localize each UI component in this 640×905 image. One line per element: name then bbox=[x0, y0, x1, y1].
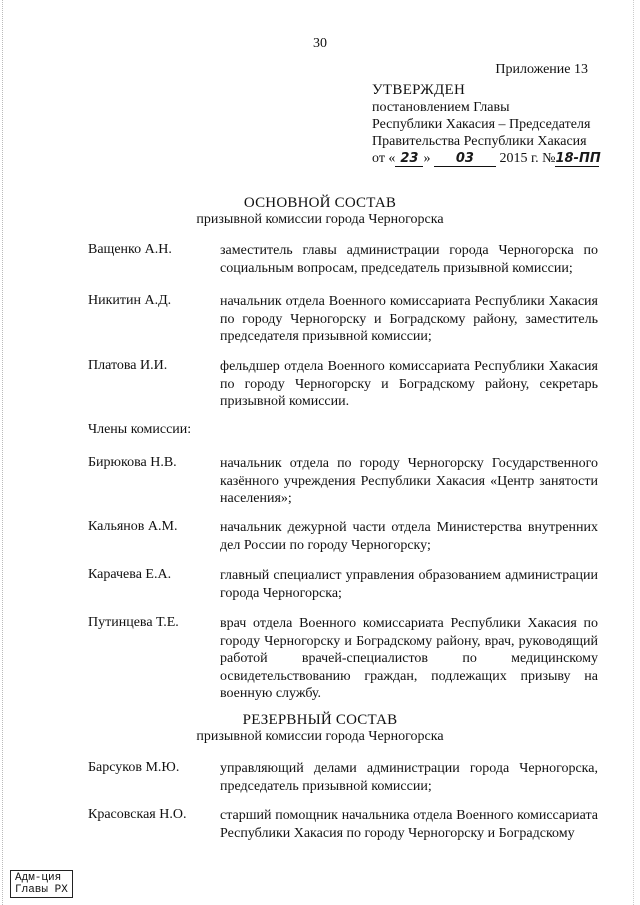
member-name: Бирюкова Н.В. bbox=[88, 455, 177, 470]
appendix-label: Приложение 13 bbox=[495, 62, 588, 77]
approval-block bbox=[372, 82, 599, 167]
stamp-line-2: Главы РХ bbox=[15, 884, 68, 896]
member-role: заместитель главы администрации города Черногорска по социальным вопросам, председатель призывной комиссии; bbox=[220, 243, 598, 276]
approval-line-1: постановлением Главы bbox=[372, 100, 510, 115]
date-prefix: от « bbox=[372, 151, 396, 166]
reserve-section-subtitle: призывной комиссии города Черногорска bbox=[196, 729, 444, 744]
left-margin-scan-marks bbox=[2, 0, 5, 905]
member-name: Карачева Е.А. bbox=[88, 567, 172, 582]
handwritten-day: 23 bbox=[395, 152, 423, 167]
member-role: врач отдела Военного комиссариата Республики Хакасия по городу Черногорску и Боградскому району, врач, руководящий работой врачей-специалистов по медицинскому освидетельствованию граждан, подлежащих призыву на военную службу. bbox=[220, 616, 598, 701]
date-year: 2015 г. № bbox=[499, 151, 556, 166]
registration-stamp bbox=[10, 870, 73, 898]
member-role: фельдшер отдела Военного комиссариата Республики Хакасия по городу Черногорску и Боградскому району, секретарь призывной комиссии. bbox=[220, 359, 598, 409]
approval-line-2: Республики Хакасия – Председателя bbox=[372, 117, 591, 132]
approval-date-line bbox=[372, 150, 599, 167]
member-name: Красовская Н.О. bbox=[88, 807, 187, 822]
member-role: начальник дежурной части отдела Министерства внутренних дел России по городу Черногорску; bbox=[220, 520, 598, 553]
right-margin-scan-marks bbox=[633, 0, 636, 905]
member-name: Никитин А.Д. bbox=[88, 293, 172, 308]
members-label: Члены комиссии: bbox=[88, 422, 192, 437]
member-role: начальник отдела Военного комиссариата Республики Хакасия по городу Черногорску и Боградскому району, заместитель председателя призывной комиссии; bbox=[220, 294, 598, 344]
date-mid: » bbox=[423, 151, 431, 166]
handwritten-month: 03 bbox=[434, 152, 496, 167]
approval-heading: УТВЕРЖДЕН bbox=[372, 82, 466, 98]
member-name: Ващенко А.Н. bbox=[88, 242, 172, 257]
member-role: старший помощник начальника отдела Военного комиссариата Республики Хакасия по городу Черногорску и Боградскому bbox=[220, 808, 598, 841]
page-number: 30 bbox=[313, 36, 327, 51]
reserve-section-title: РЕЗЕРВНЫЙ СОСТАВ bbox=[242, 712, 398, 728]
member-name: Барсуков М.Ю. bbox=[88, 760, 180, 775]
member-name: Путинцева Т.Е. bbox=[88, 615, 179, 630]
member-role: начальник отдела по городу Черногорску Государственного казённого учреждения Республики Хакасия «Центр занятости населения»; bbox=[220, 456, 598, 506]
member-role: управляющий делами администрации города Черногорска, председатель призывной комиссии; bbox=[220, 761, 598, 794]
main-section-subtitle: призывной комиссии города Черногорска bbox=[196, 212, 444, 227]
handwritten-number: 18-ПП bbox=[555, 151, 601, 166]
stamp-line-1: Адм-ция bbox=[15, 872, 62, 884]
approval-line-3: Правительства Республики Хакасия bbox=[372, 134, 587, 149]
member-role: главный специалист управления образованием администрации города Черногорска; bbox=[220, 568, 598, 601]
member-name: Кальянов А.М. bbox=[88, 519, 178, 534]
main-section-title: ОСНОВНОЙ СОСТАВ bbox=[243, 195, 397, 211]
member-name: Платова И.И. bbox=[88, 358, 168, 373]
